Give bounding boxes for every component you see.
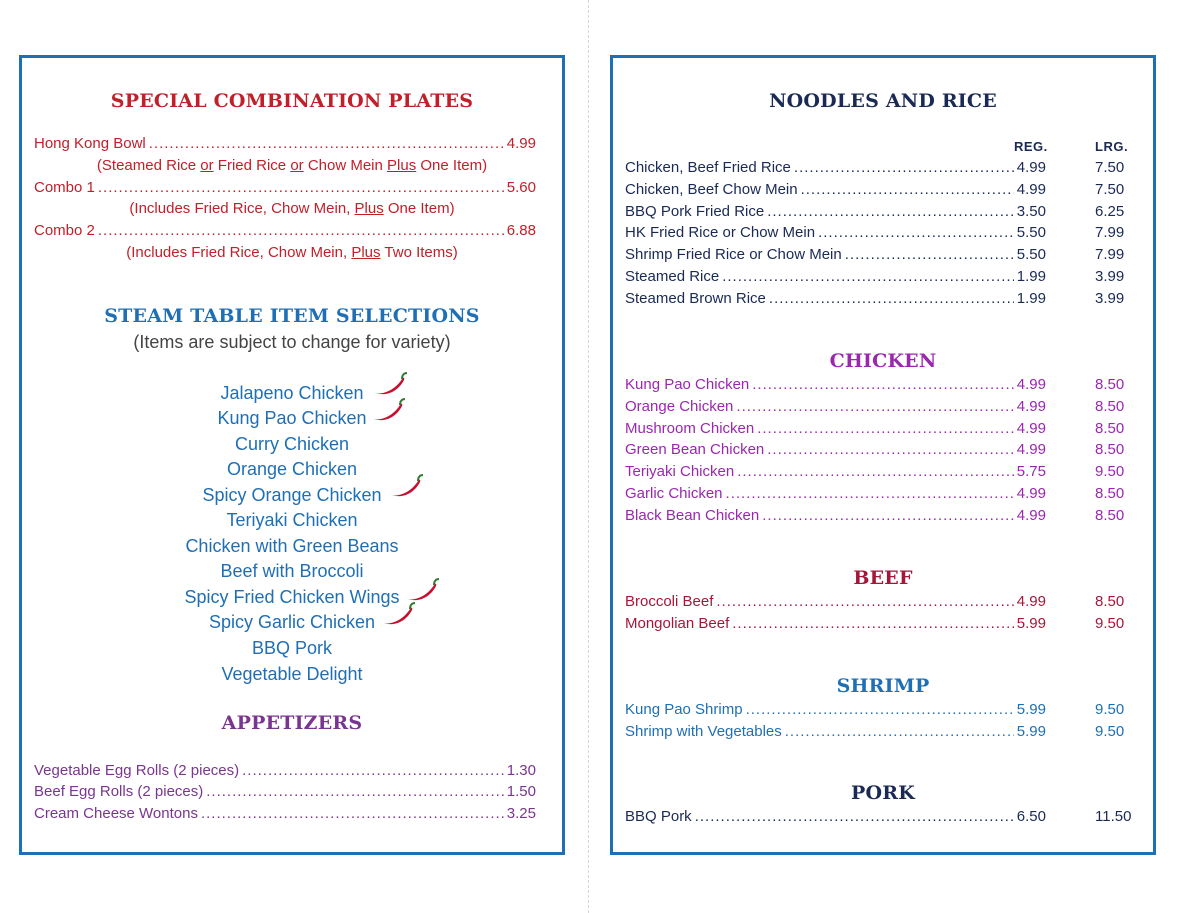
item-price: 1.50 <box>506 783 536 800</box>
reg-price: 6.50 <box>1016 808 1046 825</box>
chicken-row <box>625 419 1046 439</box>
lrg-price: 9.50 <box>1095 615 1125 632</box>
leader-dots <box>794 158 1014 178</box>
item-name: Steamed Brown Rice <box>625 290 766 307</box>
item-name: Combo 2 <box>34 222 95 239</box>
steam-item: Jalapeno Chicken <box>220 383 364 403</box>
reg-price: 4.99 <box>1016 420 1046 437</box>
chicken-row <box>625 375 1046 395</box>
chicken-row <box>625 462 1046 482</box>
leader-dots <box>767 202 1014 222</box>
reg-price: 4.99 <box>1016 181 1046 198</box>
beef-title: BEEF <box>853 567 913 589</box>
noodles-row <box>625 180 1046 200</box>
item-name: Shrimp with Vegetables <box>625 723 782 740</box>
item-price: 4.99 <box>506 135 536 152</box>
lrg-price: 7.50 <box>1095 159 1125 176</box>
item-name: Mushroom Chicken <box>625 420 755 437</box>
lrg-price: 9.50 <box>1095 723 1125 740</box>
item-name: Black Bean Chicken <box>625 507 760 524</box>
shrimp-title: SHRIMP <box>836 675 930 697</box>
steam-item: Curry Chicken <box>234 434 350 454</box>
lrg-price: 8.50 <box>1095 593 1125 610</box>
reg-price: 4.99 <box>1016 159 1046 176</box>
steam-item: Orange Chicken <box>226 459 358 479</box>
leader-dots <box>736 397 1013 417</box>
chicken-row <box>625 484 1046 504</box>
lrg-price: 9.50 <box>1095 463 1125 480</box>
steam-item: Beef with Broccoli <box>220 561 364 581</box>
beef-row <box>625 614 1046 634</box>
leader-dots <box>785 722 1014 742</box>
noodles-row <box>625 245 1046 265</box>
pork-title: PORK <box>851 782 915 804</box>
leader-dots <box>845 245 1014 265</box>
item-name: Hong Kong Bowl <box>34 135 146 152</box>
item-name: Garlic Chicken <box>625 485 723 502</box>
reg-price: 4.99 <box>1016 485 1046 502</box>
item-name: HK Fried Rice or Chow Mein <box>625 224 816 241</box>
item-price: 3.25 <box>506 805 536 822</box>
item-name: Kung Pao Chicken <box>625 376 750 393</box>
leader-dots <box>726 484 1014 504</box>
chicken-title: CHICKEN <box>829 350 937 372</box>
reg-price: 5.99 <box>1016 701 1046 718</box>
leader-dots <box>716 592 1013 612</box>
pork-row <box>625 807 1046 827</box>
leader-dots <box>242 761 504 781</box>
item-name: Kung Pao Shrimp <box>625 701 743 718</box>
lrg-price: 6.25 <box>1095 203 1125 220</box>
leader-dots <box>767 440 1014 460</box>
page-divider <box>588 0 589 913</box>
chicken-row <box>625 397 1046 417</box>
reg-price: 5.50 <box>1016 246 1046 263</box>
steam-item: Chicken with Green Beans <box>185 536 399 556</box>
lrg-price: 7.99 <box>1095 246 1125 263</box>
leader-dots <box>201 804 504 824</box>
combo-plates-title: SPECIAL COMBINATION PLATES <box>110 90 474 112</box>
steam-item: Teriyaki Chicken <box>226 510 358 530</box>
lrg-price: 9.50 <box>1095 701 1125 718</box>
reg-price: 5.75 <box>1016 463 1046 480</box>
steam-table-subtitle: (Items are subject to change for variety) <box>133 332 451 352</box>
reg-price: 4.99 <box>1016 376 1046 393</box>
item-name: Orange Chicken <box>625 398 734 415</box>
noodles-rice-title: NOODLES AND RICE <box>769 90 997 112</box>
leader-dots <box>769 289 1014 309</box>
item-name: Green Bean Chicken <box>625 441 765 458</box>
lrg-price: 8.50 <box>1095 420 1125 437</box>
steam-item: Spicy Garlic Chicken <box>208 612 376 632</box>
item-name: Vegetable Egg Rolls (2 pieces) <box>34 762 240 779</box>
chicken-row <box>625 506 1046 526</box>
item-name: Shrimp Fried Rice or Chow Mein <box>625 246 842 263</box>
steam-table-title: STEAM TABLE ITEM SELECTIONS <box>104 305 480 327</box>
combo-note: (Includes Fried Rice, Chow Mein, Plus Two Items) <box>126 244 458 261</box>
leader-dots <box>722 267 1014 287</box>
appetizer-row <box>34 804 536 824</box>
item-name: Mongolian Beef <box>625 615 730 632</box>
chili-pepper-icon <box>406 577 440 603</box>
leader-dots <box>732 614 1014 634</box>
item-price: 5.60 <box>506 179 536 196</box>
leader-dots <box>98 178 504 198</box>
item-name: BBQ Pork Fried Rice <box>625 203 765 220</box>
appetizer-row <box>34 782 536 802</box>
combo-row <box>34 134 536 154</box>
item-name: Teriyaki Chicken <box>625 463 735 480</box>
steam-item: Spicy Fried Chicken Wings <box>184 587 400 607</box>
item-name: Chicken, Beef Chow Mein <box>625 181 798 198</box>
reg-price: 3.50 <box>1016 203 1046 220</box>
shrimp-row <box>625 722 1046 742</box>
chicken-row <box>625 440 1046 460</box>
leader-dots <box>98 221 504 241</box>
combo-row <box>34 221 536 241</box>
right-menu-panel <box>610 55 1156 855</box>
item-name: Chicken, Beef Fried Rice <box>625 159 791 176</box>
noodles-row <box>625 158 1046 178</box>
shrimp-row <box>625 700 1046 720</box>
item-name: Combo 1 <box>34 179 95 196</box>
noodles-row <box>625 289 1046 309</box>
lrg-price: 8.50 <box>1095 376 1125 393</box>
lrg-price: 8.50 <box>1095 507 1125 524</box>
lrg-price: 3.99 <box>1095 290 1125 307</box>
leader-dots <box>762 506 1014 526</box>
appetizers-title: APPETIZERS <box>221 712 363 734</box>
item-name: Broccoli Beef <box>625 593 714 610</box>
reg-price: 5.50 <box>1016 224 1046 241</box>
reg-price: 4.99 <box>1016 441 1046 458</box>
reg-price: 5.99 <box>1016 615 1046 632</box>
steam-item: BBQ Pork <box>251 638 333 658</box>
lrg-price: 8.50 <box>1095 441 1125 458</box>
chili-pepper-icon <box>372 397 406 423</box>
item-name: Cream Cheese Wontons <box>34 805 198 822</box>
chili-pepper-icon <box>374 371 408 397</box>
reg-price: 5.99 <box>1016 723 1046 740</box>
noodles-row <box>625 202 1046 222</box>
combo-note: (Steamed Rice or Fried Rice or Chow Mein Plus One Item) <box>96 157 488 174</box>
leader-dots <box>695 807 1014 827</box>
leader-dots <box>149 134 504 154</box>
lrg-price: 8.50 <box>1095 485 1125 502</box>
left-menu-panel <box>19 55 565 855</box>
chili-pepper-icon <box>382 601 416 627</box>
lrg-price: 3.99 <box>1095 268 1125 285</box>
steam-item: Spicy Orange Chicken <box>202 485 382 505</box>
reg-price: 4.99 <box>1016 398 1046 415</box>
leader-dots <box>737 462 1014 482</box>
lrg-column-header: LRG. <box>1095 139 1129 154</box>
beef-row <box>625 592 1046 612</box>
lrg-price: 11.50 <box>1095 808 1132 825</box>
steam-item: Vegetable Delight <box>221 664 363 684</box>
item-name: Steamed Rice <box>625 268 720 285</box>
lrg-price: 8.50 <box>1095 398 1125 415</box>
lrg-price: 7.50 <box>1095 181 1125 198</box>
leader-dots <box>818 223 1014 243</box>
noodles-row <box>625 267 1046 287</box>
reg-price: 4.99 <box>1016 507 1046 524</box>
reg-column-header: REG. <box>1014 139 1048 154</box>
item-price: 6.88 <box>506 222 536 239</box>
reg-price: 1.99 <box>1016 268 1046 285</box>
item-name: Beef Egg Rolls (2 pieces) <box>34 783 204 800</box>
item-name: BBQ Pork <box>625 808 692 825</box>
leader-dots <box>757 419 1014 439</box>
item-price: 1.30 <box>506 762 536 779</box>
leader-dots <box>801 180 1014 200</box>
noodles-row <box>625 223 1046 243</box>
steam-item: Kung Pao Chicken <box>217 408 367 428</box>
chili-pepper-icon <box>390 473 424 499</box>
leader-dots <box>752 375 1014 395</box>
reg-price: 4.99 <box>1016 593 1046 610</box>
reg-price: 1.99 <box>1016 290 1046 307</box>
leader-dots <box>206 782 504 802</box>
combo-note: (Includes Fried Rice, Chow Mein, Plus One Item) <box>129 200 455 217</box>
appetizer-row <box>34 761 536 781</box>
leader-dots <box>746 700 1014 720</box>
combo-row <box>34 178 536 198</box>
lrg-price: 7.99 <box>1095 224 1125 241</box>
